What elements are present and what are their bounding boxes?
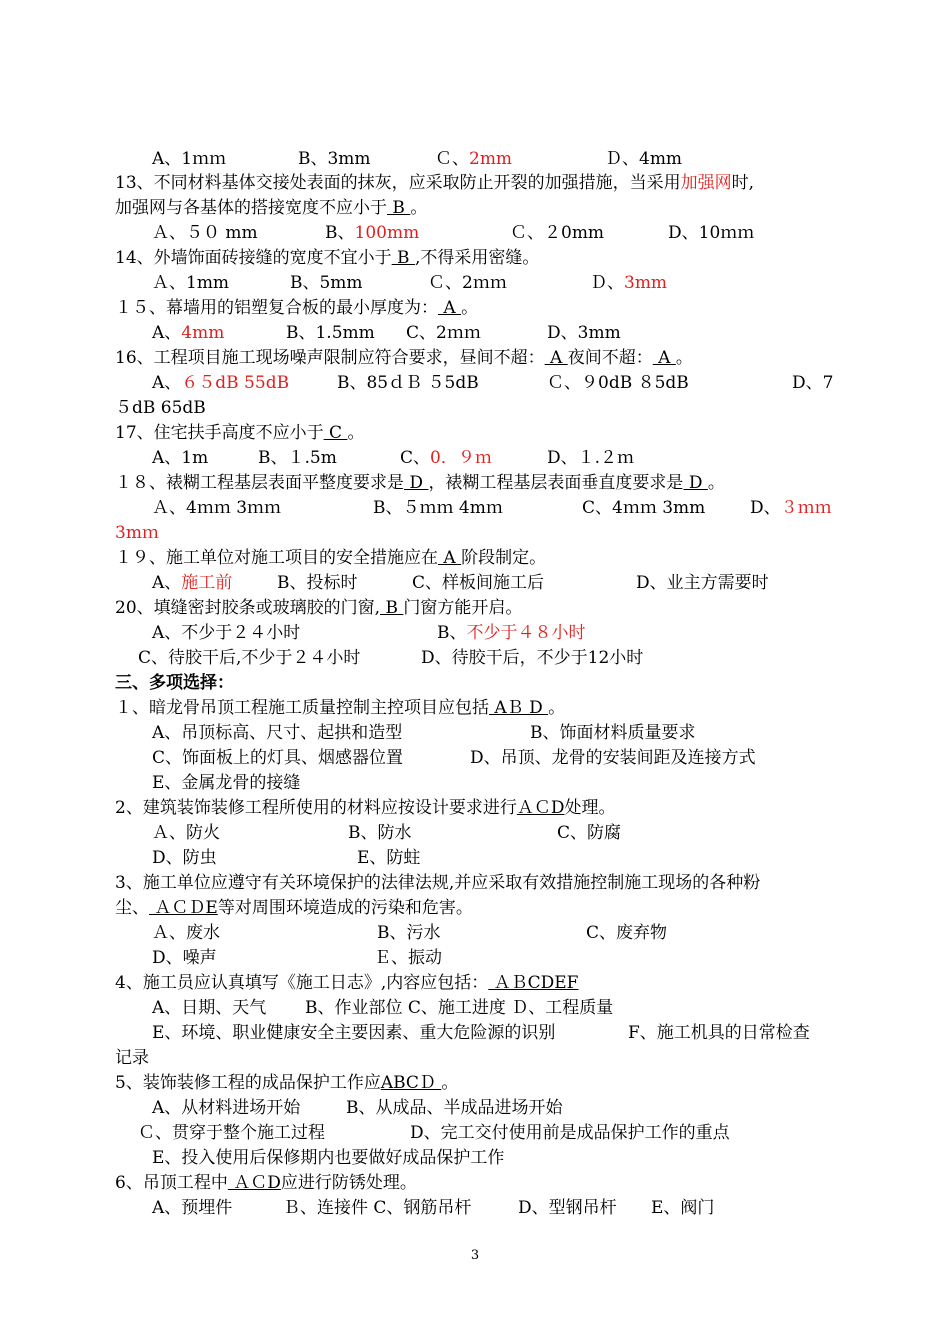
q14-option-c: Ｃ、2ｍｍ [428, 273, 507, 293]
mc2-option-c: C、防腐 [557, 823, 622, 843]
mc4-option-e: E、环境、职业健康安全主要因素、重大危险源的识别 [152, 1023, 556, 1043]
mc5-option-c: Ｃ、贯穿于整个施工过程 [138, 1123, 325, 1143]
q12-option-c: Ｃ、2mm [435, 149, 513, 169]
answer-blank: ＡＣD [227, 1173, 281, 1193]
q13-option-a: Ａ、５０ mm [152, 223, 258, 243]
q13-option-c: Ｃ、２0mm [510, 223, 605, 243]
answer-text: 施工前 [181, 573, 233, 593]
mc1-option-b: B、饰面材料质量要求 [530, 723, 696, 743]
mc1-option-e: E、金属龙骨的接缝 [152, 773, 301, 793]
answer-text: ３ｍｍ [780, 498, 832, 518]
answer-text: ６５dB 55dB [181, 373, 290, 393]
q18-option-a: Ａ、4ｍｍ 3ｍｍ [152, 498, 282, 518]
q16-option-b: B、85ｄＢ ５5dB [337, 373, 479, 393]
q14-line: 14、外墙饰面砖接缝的宽度不宜小于 B ,不得采用密缝。 [115, 248, 540, 268]
q15-option-c: C、2ｍｍ [406, 323, 481, 343]
answer-blank: A [652, 348, 676, 368]
q19-line: １９、施工单位对施工项目的安全措施应在 A 阶段制定。 [115, 548, 547, 568]
q18-option-c: C、4ｍｍ 3mm [582, 498, 706, 518]
q15-option-d: D、3mm [547, 323, 621, 343]
answer-text: 不少于４８小时 [466, 623, 586, 643]
q19-option-d: D、业主方需要时 [636, 573, 769, 593]
section-heading: 三、多项选择： [115, 673, 234, 693]
mc4-line: 4、施工员应认真填写《施工日志》,内容应包括： ＡＢCDEF [115, 973, 579, 993]
q19-option-c: C、样板间施工后 [412, 573, 545, 593]
q16-option-c: Ｃ、９0dB ８5dB [547, 373, 689, 393]
q13-line1: 13、不同材料基体交接处表面的抹灰，应采取防止开裂的加强措施，当采用加强网时, [115, 173, 755, 193]
q17-line: 17、住宅扶手高度不应小于 C 。 [115, 423, 365, 443]
mc1-option-a: A、吊顶标高、尺寸、起拱和造型 [152, 723, 403, 743]
q12-option-d: Ｄ、4mm [605, 149, 683, 169]
answer-blank: B [387, 198, 411, 218]
mc1-option-d: D、吊顶、龙骨的安装间距及连接方式 [470, 748, 756, 768]
mc3-option-a: Ａ、废水 [152, 923, 220, 943]
q17-option-a: A、1m [152, 448, 209, 468]
mc2-option-b: B、防水 [348, 823, 412, 843]
mc4-option-a: A、日期、天气 [152, 998, 267, 1018]
mc1-line: １、暗龙骨吊顶工程施工质量控制主控项目应包括 AＢ D 。 [115, 698, 566, 718]
mc5-option-a: A、从材料进场开始 [152, 1098, 301, 1118]
answer-blank: A [544, 348, 568, 368]
mc5-option-d: D、完工交付使用前是成品保护工作的重点 [410, 1123, 730, 1143]
q18-line: １８、裱糊工程基层表面平整度要求是 D ，裱糊工程基层表面垂直度要求是 D 。 [115, 473, 725, 493]
page-number: 3 [470, 1248, 480, 1263]
mc2-option-d: D、防虫 [152, 848, 217, 868]
mc2-option-e: E、防蛀 [357, 848, 421, 868]
mc2-line: 2、建筑装饰装修工程所使用的材料应按设计要求进行ＡＣD处理。 [115, 798, 616, 818]
q14-option-b: B、5mm [290, 273, 363, 293]
answer-blank: B [391, 248, 415, 268]
q15-option-b: B、1.5mm [286, 323, 375, 343]
q18-option-d-cont: 3mｍ [115, 523, 159, 543]
mc6-option-e: E、阀门 [651, 1198, 715, 1218]
answer-blank: A [438, 298, 462, 318]
q16-option-a: A、６５dB 55dB [152, 373, 290, 393]
mc4-option-f: F、施工机具的日常检查 [628, 1023, 810, 1043]
answer-text: 4mm [181, 323, 225, 343]
q12-option-b: B、3mm [298, 149, 371, 169]
q13-option-b: B、100mm [325, 223, 420, 243]
q16-option-d-cont: ５dB 65dB [115, 398, 206, 418]
answer-blank: ＡＣD [516, 798, 565, 818]
mc5-option-e: E、投入使用后保修期内也要做好成品保护工作 [152, 1148, 505, 1168]
q17-option-c: C、0．９ｍ [400, 448, 492, 468]
q15-option-a: A、4mm [152, 323, 225, 343]
highlight-text: 加强网 [680, 173, 732, 193]
answer-text: 2mm [469, 149, 513, 169]
mc3-option-d: D、噪声 [152, 948, 217, 968]
q15-line: １５、幕墙用的铝塑复合板的最小厚度为： A 。 [115, 298, 479, 318]
mc3-line2: 尘、 ＡＣＤE等对周围环境造成的污染和危害。 [115, 898, 473, 918]
answer-text: 3mm [624, 273, 668, 293]
mc3-option-e: Ｅ、振动 [374, 948, 442, 968]
mc2-option-a: Ａ、防火 [152, 823, 220, 843]
mc4-option-f-cont: 记录 [115, 1048, 149, 1068]
q14-option-a: Ａ、1mm [152, 273, 230, 293]
answer-blank: D [404, 473, 429, 493]
answer-blank: AＢ D [489, 698, 549, 718]
q19-option-b: B、投标时 [277, 573, 358, 593]
mc6-options-bc: Ｂ、连接件 C、钢筋吊杆 [283, 1198, 472, 1218]
q17-option-d: D、１.２ｍ [547, 448, 635, 468]
mc6-option-a: A、预埋件 [152, 1198, 233, 1218]
q18-option-d: D、３ｍｍ [750, 498, 832, 518]
mc5-line: 5、装饰装修工程的成品保护工作应ABCＤ 。 [115, 1073, 459, 1093]
answer-blank: ＡＣＤE [149, 898, 218, 918]
answer-blank: C [323, 423, 348, 443]
answer-blank: ABCＤ [380, 1073, 442, 1093]
q17-option-b: B、１.5m [258, 448, 337, 468]
mc3-option-b: B、污水 [377, 923, 441, 943]
answer-blank: A [438, 548, 462, 568]
answer-blank: D [683, 473, 708, 493]
q20-option-b: B、不少于４８小时 [437, 623, 586, 643]
q20-option-d: D、待胶干后，不少于12小时 [421, 648, 644, 668]
q20-line: 20、填缝密封胶条或玻璃胶的门窗, B 门窗方能开启。 [115, 598, 523, 618]
q12-options-line [152, 148, 226, 170]
option-a: A、1ｍｍ [152, 149, 227, 169]
q20-option-a: A、不少于２４小时 [152, 623, 301, 643]
q16-option-d: D、7 [792, 373, 834, 393]
mc6-line: 6、吊顶工程中 ＡＣD应进行防锈处理。 [115, 1173, 417, 1193]
q19-option-a: A、施工前 [152, 573, 233, 593]
mc3-line1: 3、施工单位应遵守有关环境保护的法律法规,并应采取有效措施控制施工现场的各种粉 [115, 873, 761, 893]
q13-option-d: D、10ｍｍ [668, 223, 755, 243]
q14-option-d: Ｄ、3mm [590, 273, 668, 293]
mc1-option-c: C、饰面板上的灯具、烟感器位置 [152, 748, 404, 768]
mc3-option-c: C、废弃物 [586, 923, 668, 943]
answer-text: 100mm [354, 223, 420, 243]
answer-blank: ＡＢCDEF [488, 973, 579, 993]
mc6-option-d: D、型钢吊杆 [518, 1198, 617, 1218]
answer-text: 0．９ｍ [430, 448, 492, 468]
answer-blank: B [380, 598, 404, 618]
q20-option-c: C、待胶干后,不少于２４小时 [138, 648, 361, 668]
mc5-option-b: B、从成品、半成品进场开始 [346, 1098, 563, 1118]
q13-line2: 加强网与各基体的搭接宽度不应小于 B 。 [115, 198, 428, 218]
q18-option-b: B、５ｍｍ 4mｍ [373, 498, 503, 518]
mc4-options-bcd: B、作业部位 C、施工进度 Ｄ、工程质量 [305, 998, 614, 1018]
q16-line: 16、工程项目施工现场噪声限制应符合要求，昼间不超： A 夜间不超： A 。 [115, 348, 693, 368]
